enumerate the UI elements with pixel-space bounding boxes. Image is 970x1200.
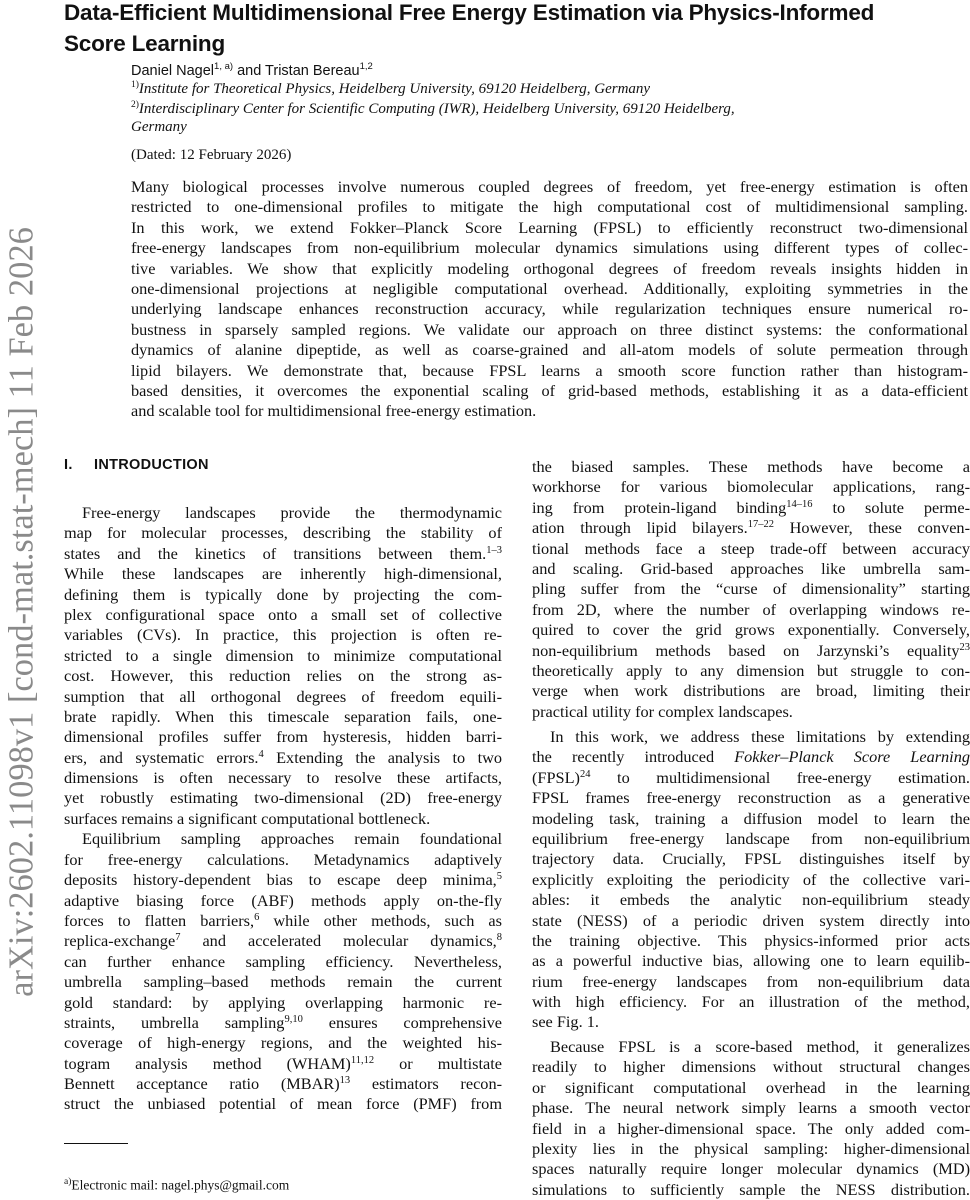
text-line: ables: it embeds the analytic non-equilibrium steady: [532, 890, 970, 910]
affiliation-2: [131, 100, 735, 118]
right-column-paragraph-3: [532, 1037, 970, 1200]
text-line: trajectory data. Crucially, FPSL distinguishes itself by: [532, 849, 970, 869]
section-heading: [64, 457, 209, 473]
affiliation-mark: 1): [131, 80, 139, 90]
text-line: phase. The neural network simply learns a smooth vector: [532, 1098, 970, 1118]
author-affiliation-mark: 1, a): [214, 61, 234, 72]
footnote-rule: [64, 1143, 128, 1144]
right-column-paragraph-1: [532, 457, 970, 722]
text-line: struct the unbiased potential of mean force (PMF) from: [64, 1094, 502, 1114]
citation-reference: 14–16: [786, 498, 813, 510]
text-line: gold standard: by applying overlapping harmonic re-: [64, 992, 502, 1012]
text-line: quired to cover the grid grows exponentially. Conversely,: [532, 620, 970, 640]
text-line: straints, umbrella sampling$^{9,10}$ ensures comprehensive: [64, 1012, 502, 1032]
text-line: non-equilibrium methods based on Jarzynski’s equality$^{23}$: [532, 640, 970, 660]
author-name: Daniel Nagel: [131, 62, 215, 79]
affiliation-text: Interdisciplinary Center for Scientific Computing (IWR), Heidelberg University, 69120 Heidelberg,: [138, 101, 735, 117]
section-number: I.: [64, 457, 73, 473]
text-line: (FPSL)$^{24}$ to multidimensional free-energy estimation.: [532, 767, 970, 787]
section-title: INTRODUCTION: [94, 457, 209, 473]
text-line: variables (CVs). In practice, this projection is often re-: [64, 625, 502, 645]
text-line: coverage of high-energy regions, and the weighted his-: [64, 1033, 502, 1053]
text-line: pling suffer from the “curse of dimensionality” starting: [532, 579, 970, 599]
text-line: plex configurational space onto a small set of collective: [64, 604, 502, 624]
text-line: and scaling. Grid-based approaches like umbrella sam-: [532, 558, 970, 578]
text-line: Equilibrium sampling approaches remain foundational: [82, 829, 502, 849]
text-line: cost. However, this reduction relies on the strong as-: [64, 666, 502, 686]
citation-reference: 5: [496, 871, 502, 883]
citation-reference: 9,10: [284, 1013, 303, 1025]
text-line: stricted to a single dimension to minimize computational: [64, 645, 502, 665]
text-line: umbrella sampling–based methods remain the current: [64, 972, 502, 992]
author-list: [131, 61, 373, 79]
text-line: one-dimensional projections at negligible computational overhead. Additionally, exploiting symmetries in the: [131, 278, 968, 298]
text-line: ation through lipid bilayers.$^{17-22}$ However, these conven-: [532, 518, 970, 538]
text-line: the training objective. This physics-informed prior acts: [532, 930, 970, 950]
text-line: In this work, we address these limitations by extending: [550, 727, 970, 746]
text-line: replica-exchange$^7$ and accelerated molecular dynamics,$^8$: [64, 931, 502, 951]
text-line: field in a higher-dimensional space. The only added com-: [532, 1118, 970, 1138]
text-line: simulations to sufficiently sample the NESS distribution.: [532, 1179, 970, 1199]
text-line: underlying landscape enhances reconstruction accuracy, while regularization techniques ensure numerical ro-: [131, 299, 968, 319]
text-line: theoretically apply to any dimension but struggle to con-: [532, 660, 970, 680]
text-line: states and the kinetics of transitions between them.$^{1-3}$: [64, 543, 502, 563]
text-line: state (NESS) of a periodic driven system directly into: [532, 910, 970, 930]
text-line: or significant computational overhead in the learning: [532, 1077, 970, 1097]
text-line: FPSL frames free-energy reconstruction as a generative: [532, 788, 970, 808]
text-line: togram analysis method (WHAM)$^{11,12}$ or multistate: [64, 1053, 502, 1073]
text-line: adaptive biasing force (ABF) methods apply on-the-fly: [64, 890, 502, 910]
text-line: dynamics of alanine dipeptide, as well as coarse-grained and all-atom models of solute permeation through: [131, 340, 968, 360]
date-line: (Dated: 12 February 2026): [131, 147, 292, 163]
text-line: Because FPSL is a score-based method, it generalizes: [550, 1037, 970, 1056]
text-line: readily to higher dimensions without structural changes: [532, 1057, 970, 1077]
text-line: rium free-energy landscapes from non-equilibrium data: [532, 971, 970, 991]
text-line: from 2D, where the number of overlapping windows re-: [532, 599, 970, 619]
text-line: map for molecular processes, describing the stability of: [64, 523, 502, 543]
left-column-paragraph-2: [64, 829, 502, 1114]
citation-reference: 23: [959, 641, 970, 653]
author-conjunction: and: [233, 62, 266, 79]
affiliation-mark: 2): [131, 100, 139, 110]
text-line: ing from protein-ligand binding$^{14-16}$ to solute perme-: [532, 497, 970, 517]
citation-reference: 7: [175, 932, 181, 944]
text-line: dimensional profiles suffer from hysteresis, hidden barri-: [64, 727, 502, 747]
abstract: [131, 177, 968, 422]
text-line: tional methods face a steep trade-off between accuracy: [532, 538, 970, 558]
arxiv-identifier-stamp: arXiv:2602.11098v1 [cond-mat.stat-mech] 11 Feb 2026: [2, 227, 41, 997]
citation-reference: 1–3: [486, 544, 502, 556]
text-line: Many biological processes involve numerous coupled degrees of freedom, yet free-energy estimation is often: [131, 177, 968, 196]
emphasized-term: Fokker–Planck Score Learning: [734, 747, 970, 767]
text-line: ers, and systematic errors.$^4$ Extending the analysis to two: [64, 747, 502, 767]
text-line: free-energy landscapes from non-equilibrium molecular dynamics simulations using different types of collec-: [131, 238, 968, 258]
text-line: yet robustly estimating two-dimensional (2D) free-energy: [64, 788, 502, 808]
text-line: modeling task, training a diffusion model to learn the: [532, 808, 970, 828]
citation-reference: 13: [339, 1075, 351, 1087]
text-line: tive variables. We show that explicitly modeling orthogonal degrees of freedom reveals insights hidden in: [131, 258, 968, 278]
citation-reference: 4: [258, 748, 264, 760]
text-line: practical utility for complex landscapes.: [532, 701, 793, 721]
text-line: for free-energy calculations. Metadynamics adaptively: [64, 849, 502, 869]
footnote-text: Electronic mail: nagel.phys@gmail.com: [71, 1177, 290, 1193]
text-line: see Fig. 1.: [532, 1012, 599, 1032]
footnote-mark: a): [64, 1177, 72, 1187]
text-line: verge when work distributions are broad, limiting their: [532, 681, 970, 701]
text-line: While these landscapes are inherently high-dimensional,: [64, 564, 502, 584]
author-affiliation-mark: 1,2: [359, 61, 373, 72]
citation-reference: 11,12: [350, 1054, 375, 1066]
citation-reference: 17–22: [747, 519, 774, 531]
citation-reference: 6: [254, 911, 260, 923]
text-line: sumption that all orthogonal degrees of freedom equili-: [64, 686, 502, 706]
text-line: and scalable tool for multidimensional free-energy estimation.: [131, 401, 537, 421]
right-column-paragraph-2: [532, 727, 970, 1033]
text-line: explicitly exploiting the periodicity of the collective vari-: [532, 869, 970, 889]
text-line: bustness in sparsely sampled regions. We validate our approach on three distinct systems: the conformational: [131, 319, 968, 339]
author-name: Tristan Bereau: [265, 62, 360, 79]
text-line: forces to flatten barriers,$^6$ while other methods, such as: [64, 910, 502, 930]
title-line-1: Data-Efficient Multidimensional Free Energy Estimation via Physics-Informed: [64, 0, 875, 25]
affiliation-text: Institute for Theoretical Physics, Heidelberg University, 69120 Heidelberg, Germany: [138, 81, 651, 97]
text-line: restricted to one-dimensional profiles to mitigate the high computational cost of multidimensional sampling.: [131, 197, 968, 217]
text-line: defining them is typically done by projecting the com-: [64, 584, 502, 604]
text-line: with high efficiency. For an illustration of the method,: [532, 992, 970, 1012]
affiliation-2-continued: Germany: [131, 119, 187, 135]
text-line: based densities, it overcomes the exponential scaling of grid-based methods, establishing it as a data-efficient: [131, 380, 968, 400]
text-line: spaces naturally require longer molecular dynamics (MD): [532, 1159, 970, 1179]
text-line: as a powerful inductive bias, allowing one to learn equilib-: [532, 951, 970, 971]
text-line: surfaces remains a significant computational bottleneck.: [64, 808, 431, 828]
text-line: lipid bilayers. We demonstrate that, because FPSL learns a smooth score function rather than histogram-: [131, 360, 968, 380]
text-line: Free-energy landscapes provide the thermodynamic: [82, 503, 502, 522]
text-line: the biased samples. These methods have become a: [532, 457, 970, 476]
text-line: plexity lies in the physical sampling: higher-dimensional: [532, 1138, 970, 1158]
left-column-paragraph-1: [64, 503, 502, 829]
text-line: dimensions is often necessary to resolve these artifacts,: [64, 768, 502, 788]
affiliation-1: [131, 80, 650, 98]
paper-title: [64, 0, 874, 59]
text-line: brate rapidly. When this timescale separation fails, one-: [64, 706, 502, 726]
text-line: deposits history-dependent bias to escape deep minima,$^5$: [64, 870, 502, 890]
text-line: equilibrium free-energy landscape from non-equilibrium: [532, 828, 970, 848]
text-line: Bennett acceptance ratio (MBAR)$^{13}$ estimators recon-: [64, 1074, 502, 1094]
text-line: the recently introduced Fokker–Planck Score Learning: [532, 747, 970, 767]
footnote: [64, 1177, 289, 1194]
text-line: workhorse for various biomolecular applications, rang-: [532, 477, 970, 497]
text-line: can further enhance sampling efficiency. Nevertheless,: [64, 951, 502, 971]
citation-reference: 8: [496, 932, 502, 944]
title-line-2: Score Learning: [64, 31, 225, 56]
text-line: In this work, we extend Fokker–Planck Score Learning (FPSL) to efficiently reconstruct two-dimensional: [131, 217, 968, 237]
citation-reference: 24: [579, 768, 591, 780]
